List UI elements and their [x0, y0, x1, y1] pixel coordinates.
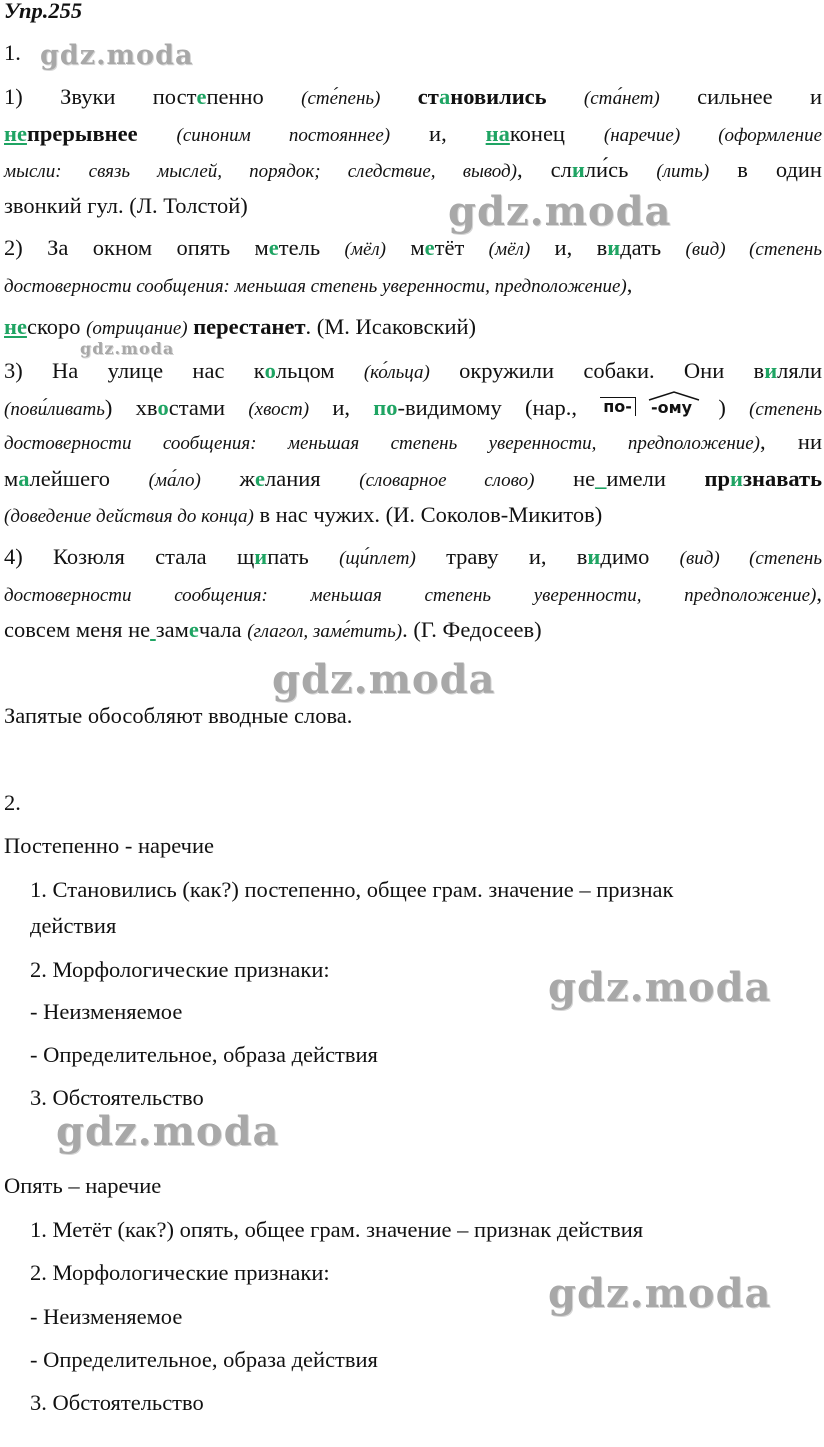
sentence1-line2: непрерывнее (синоним постояннее) и, наконец (наречие) (оформление [4, 121, 823, 146]
word2-point1: 1. Метёт (как?) опять, общее грам. значение – признак действия [30, 1217, 644, 1242]
word2-heading: Опять – наречие [4, 1173, 162, 1198]
word1-point4: - Определительное, образа действия [30, 1042, 378, 1067]
sentence1-line3: мысли: связь мыслей, порядок; следствие, вывод), слили́сь (лить) в один [4, 157, 822, 182]
sentence3-line1: 3) На улице нас кольцом (ко́льца) окружили собаки. Они виляли [4, 358, 823, 383]
watermark: gdz.moda [56, 1108, 280, 1155]
sentence2-line3: нескоро (отрицание) перестанет. (М. Исаковский) [4, 314, 477, 339]
word2-point2: 2. Морфологические признаки: [30, 1260, 330, 1285]
word1-point5: 3. Обстоятельство [30, 1085, 204, 1110]
word2-point5: 3. Обстоятельство [30, 1390, 204, 1415]
sentence2-line1: 2) За окном опять метель (мёл) метёт (мёл) и, видать (вид) (степень [4, 235, 822, 260]
word2-point4: - Определительное, образа действия [30, 1347, 378, 1372]
sentence3-line4: малейшего (ма́ло) желания (словарное слово) не_имели признавать [4, 466, 822, 491]
sentence2-line2: достоверности сообщения: меньшая степень уверенности, предположение), [4, 272, 633, 297]
word1-heading: Постепенно - наречие [4, 833, 215, 858]
sentence1-line1: 1) Звуки постепенно (сте́пень) становились (ста́нет) сильнее и [4, 84, 823, 109]
suffix-morpheme-sign: -ому [648, 399, 695, 417]
watermark: gdz.moda [80, 339, 175, 358]
sentence3-line3: достоверности сообщения: меньшая степень уверенности, предположение), ни [4, 429, 822, 454]
sentence4-line2: достоверности сообщения: меньшая степень уверенности, предположение), [4, 581, 822, 606]
word1-point1-cont: действия [30, 913, 117, 938]
conclusion-text: Запятые обособляют вводные слова. [4, 703, 353, 728]
word1-point2: 2. Морфологические признаки: [30, 957, 330, 982]
word2-point3: - Неизменяемое [30, 1304, 183, 1329]
word1-point1: 1. Становились (как?) постепенно, общее грам. значение – признак [30, 877, 674, 902]
watermark: gdz.moda [448, 188, 672, 235]
watermark: gdz.moda [272, 656, 496, 703]
sentence3-line5: (доведение действия до конца) в нас чужих. (И. Соколов-Микитов) [4, 502, 603, 527]
sentence3-line2: (пови́ливать) хвостами (хвост) и, по-видимому (нар., по- -ому ) (степень [4, 393, 822, 425]
suffix-cap-icon [648, 391, 700, 401]
watermark: gdz.moda [548, 964, 772, 1011]
watermark: gdz.moda [548, 1270, 772, 1317]
exercise-title: Упр.255 [4, 0, 83, 23]
word1-point3: - Неизменяемое [30, 999, 183, 1024]
part2-number: 2. [4, 790, 21, 815]
part1-number: 1. [4, 40, 21, 65]
sentence4-line1: 4) Козюля стала щипать (щи́плет) траву и, видимо (вид) (степень [4, 544, 823, 569]
watermark: gdz.moda [40, 40, 194, 71]
sentence4-line3: совсем меня не замечала (глагол, заме́тить). (Г. Федосеев) [4, 617, 542, 642]
sentence1-line4: звонкий гул. (Л. Толстой) [4, 193, 248, 218]
prefix-morpheme-sign: по- [600, 397, 636, 416]
